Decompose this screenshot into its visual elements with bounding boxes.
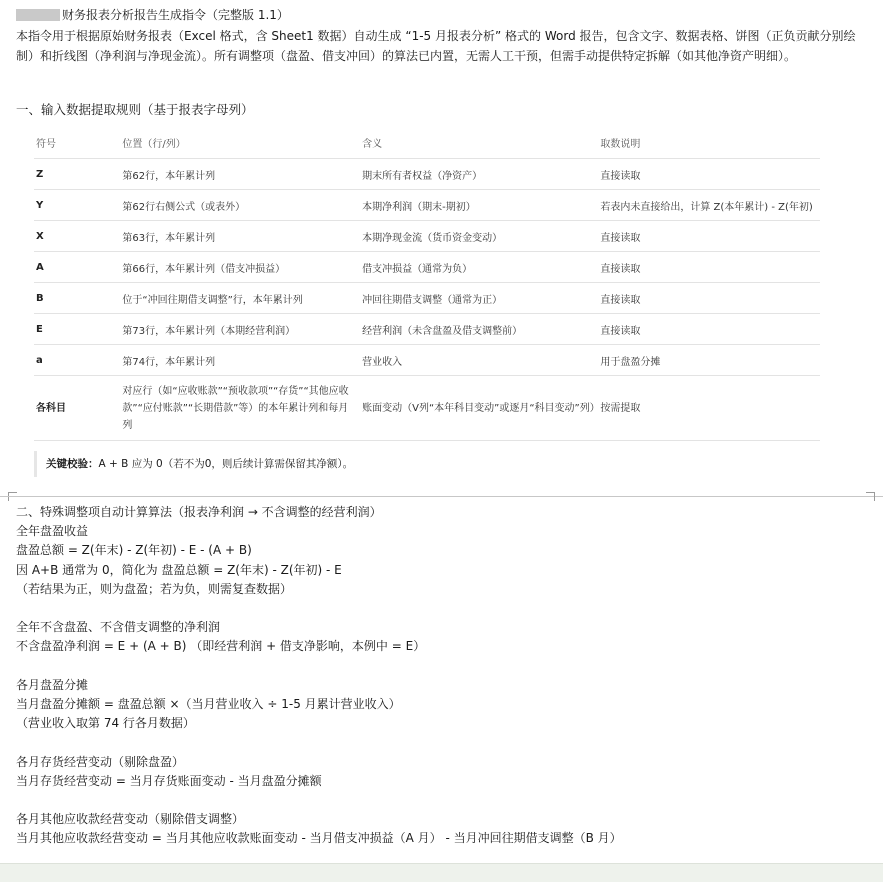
blank-line	[16, 599, 876, 618]
section2-heading: 二、特殊调整项自动计算算法（报表净利润 → 不含调整的经营利润）	[16, 505, 382, 519]
cell-meaning: 经营利润（未含盘盈及借支调整前）	[360, 314, 598, 345]
cell-meaning: 期末所有者权益（净资产）	[360, 159, 598, 190]
cell-symbol: 各科目	[34, 376, 120, 441]
section2-body	[16, 503, 876, 849]
cell-note: 直接读取	[598, 252, 820, 283]
text-line: 当月存货经营变动 = 当月存货账面变动 - 当月盘盈分摊额	[16, 773, 322, 788]
cell-symbol: Y	[34, 190, 120, 221]
cell-note: 直接读取	[598, 283, 820, 314]
table-row	[34, 376, 820, 441]
column-header-position: 位置（行/列）	[120, 126, 360, 159]
cell-symbol: X	[34, 221, 120, 252]
text-line: 不含盘盈净利润 = E + (A + B) （即经营利润 + 借支净影响，本例中 = E）	[16, 639, 426, 654]
blank-line	[16, 791, 876, 810]
text-line: 各月存货经营变动（剔除盘盈）	[16, 754, 185, 769]
cell-symbol: A	[34, 252, 120, 283]
cell-note: 直接读取	[598, 159, 820, 190]
column-header-note: 取数说明	[598, 126, 820, 159]
column-header-meaning: 含义	[360, 126, 598, 159]
table-row	[34, 190, 820, 221]
document-title: 财务报表分析报告生成指令（完整版 1.1）	[62, 8, 289, 22]
cell-meaning: 本期净利润（期末-期初）	[360, 190, 598, 221]
cell-note: 直接读取	[598, 221, 820, 252]
cell-symbol: B	[34, 283, 120, 314]
intro-paragraph: 本指令用于根据原始财务报表（Excel 格式，含 Sheet1 数据）自动生成 “1-5 月报表分析” 格式的 Word 报告，包含文字、数据表格、饼图（正负贡献分别绘制）和折线图（净利润与净现金流）。所有调整项（盘盈、借支冲回）的算法已内置，无需人工干预，但需手动提供特定拆解（如其他净资产明细）。	[16, 29, 856, 63]
key-check-text: A + B 应为 0（若不为0，则后续计算需保留其净额）。	[98, 458, 354, 470]
text-line: 全年不含盘盈、不含借支调整的净利润	[16, 620, 221, 635]
cell-position: 第66行，本年累计列（借支冲损益）	[120, 252, 360, 283]
key-check-label: 关键校验：	[46, 458, 99, 470]
extraction-rules-table	[34, 126, 820, 441]
column-header-symbol: 符号	[34, 126, 120, 159]
redacted-text	[16, 9, 60, 21]
cell-note: 若表内未直接给出，计算 Z(本年累计) - Z(年初)	[598, 190, 820, 221]
table-row	[34, 345, 820, 376]
text-line: 当月其他应收款经营变动 = 当月其他应收款账面变动 - 当月借支冲损益（A 月） - 当月冲回往期借支调整（B 月）	[16, 831, 622, 846]
table-row	[34, 159, 820, 190]
table-row	[34, 221, 820, 252]
text-line: 盘盈总额 = Z(年末) - Z(年初) - E - (A + B)	[16, 543, 252, 558]
cell-meaning: 账面变动（V列“本年科目变动”或逐月“科目变动”列）	[360, 376, 598, 441]
table-row	[34, 283, 820, 314]
cell-position: 第62行，本年累计列	[120, 159, 360, 190]
cell-symbol: Z	[34, 159, 120, 190]
cell-meaning: 营业收入	[360, 345, 598, 376]
text-line: 全年盘盈收益	[16, 524, 89, 539]
table-header-row	[34, 126, 820, 159]
cell-position: 第62行右侧公式（或表外）	[120, 190, 360, 221]
section1-heading: 一、输入数据提取规则（基于报表字母列）	[16, 102, 254, 117]
cell-position: 对应行（如“应收账款”“预收款项”“存货”“其他应收款”“应付账款”“长期借款”等）的本年累计列和每月列	[120, 376, 360, 441]
cell-symbol: E	[34, 314, 120, 345]
status-bar	[0, 863, 883, 882]
cell-note: 用于盘盈分摊	[598, 345, 820, 376]
text-line: 各月其他应收款经营变动（剔除借支调整）	[16, 812, 245, 827]
cell-position: 位于“冲回往期借支调整”行，本年累计列	[120, 283, 360, 314]
cell-position: 第74行，本年累计列	[120, 345, 360, 376]
cell-position: 第63行，本年累计列	[120, 221, 360, 252]
cell-meaning: 借支冲损益（通常为负）	[360, 252, 598, 283]
table-row	[34, 252, 820, 283]
text-line: 因 A+B 通常为 0，简化为 盘盈总额 = Z(年末) - Z(年初) - E	[16, 562, 342, 577]
blank-line	[16, 733, 876, 752]
text-line: 当月盘盈分摊额 = 盘盈总额 ×（当月营业收入 ÷ 1-5 月累计营业收入）	[16, 697, 401, 711]
page-corner-mark	[866, 492, 875, 501]
cell-meaning: 冲回往期借支调整（通常为正）	[360, 283, 598, 314]
table-row	[34, 314, 820, 345]
text-line: （若结果为正，则为盘盈；若为负，则需复查数据）	[16, 581, 293, 596]
blank-line	[16, 657, 876, 676]
key-check-note	[34, 451, 353, 477]
cell-position: 第73行，本年累计列（本期经营利润）	[120, 314, 360, 345]
page-divider	[0, 496, 883, 497]
cell-note: 按需提取	[598, 376, 820, 441]
text-line: 各月盘盈分摊	[16, 677, 89, 692]
cell-meaning: 本期净现金流（货币资金变动）	[360, 221, 598, 252]
cell-note: 直接读取	[598, 314, 820, 345]
text-line: （营业收入取第 74 行各月数据）	[16, 716, 195, 731]
cell-symbol: a	[34, 345, 120, 376]
